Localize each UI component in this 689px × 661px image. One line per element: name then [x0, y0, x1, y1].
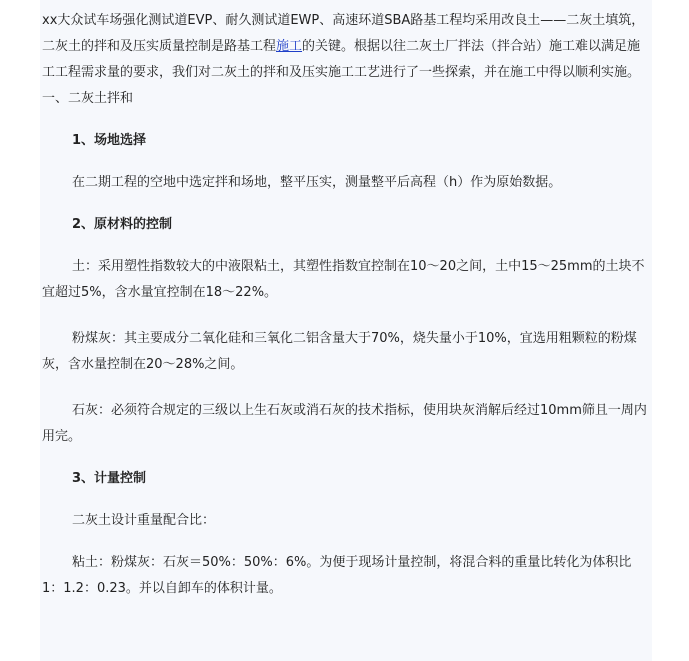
- soil-paragraph: 土：采用塑性指数较大的中液限粘土，其塑性指数宜控制在10～20之间，土中15～25mm的土块不宜超过5%，含水量宜控制在18～22%。: [42, 259, 645, 300]
- intro-text-after-link: 的关键。根据以往二灰土厂拌法（拌合站）施工难以满足施工工程需求量的要求，我们对二灰土的拌和及压实施工工艺进行了一些探索，并在施工中得以顺利实施。 一、二灰土拌和: [42, 39, 647, 106]
- mix-ratio-paragraph: 粘土：粉煤灰：石灰＝50%：50%：6%。为便于现场计量控制，将混合料的重量比转化为体积比1：1.2：0.23。并以自卸车的体积计量。: [42, 555, 632, 596]
- intro-text-before-link: xx大众试车场强化测试道EVP、耐久测试道EWP、高速环道SBA路基工程均采用改良土——二灰土填筑，二灰土的拌和及压实质量控制是路基工程: [42, 13, 645, 54]
- site-selection-paragraph: 在二期工程的空地中选定拌和场地，整平压实，测量整平后高程（h）作为原始数据。: [72, 175, 562, 190]
- section-heading-metering: 3、计量控制: [72, 471, 147, 486]
- intro-paragraph: [42, 8, 650, 112]
- flyash-paragraph: 粉煤灰：其主要成分二氧化硅和三氧化二铝含量大于70%，烧失量小于10%，宜选用粗颗粒的粉煤灰，含水量控制在20～28%之间。: [42, 331, 637, 372]
- construction-link[interactable]: 施工: [276, 39, 303, 54]
- mix-ratio-title: 二灰土设计重量配合比：: [72, 513, 216, 528]
- section-heading-raw-materials: 2、原材料的控制: [72, 217, 173, 232]
- lime-paragraph: 石灰：必须符合规定的三级以上生石灰或消石灰的技术指标，使用块灰消解后经过10mm筛且一周内用完。: [42, 403, 647, 444]
- section-heading-site-selection: 1、场地选择: [72, 133, 147, 148]
- article-body: [42, 8, 650, 602]
